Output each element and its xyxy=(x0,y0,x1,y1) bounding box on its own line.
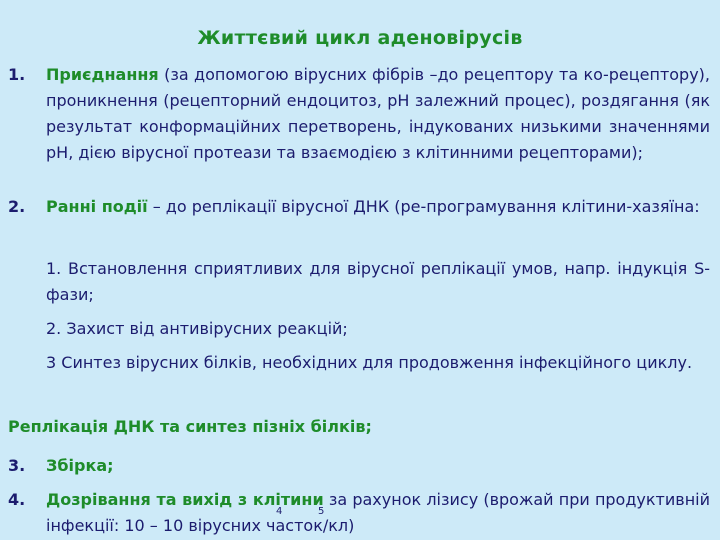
replication-line: Реплікація ДНК та синтез пізніх білків; xyxy=(8,417,372,436)
page-title: Життєвий цикл аденовірусів xyxy=(197,27,523,49)
item-4-paragraph xyxy=(46,487,710,539)
item-number: 3. xyxy=(8,456,26,475)
item-2-paragraph xyxy=(46,194,710,220)
item-3-heading: Збірка; xyxy=(46,456,114,475)
item-2-text: – до реплікації вірусної ДНК (ре-програмування клітини-хазяїна: xyxy=(147,197,700,216)
item-4-heading: Дозрівання та вихід з клітини xyxy=(46,490,324,509)
item-number: 2. xyxy=(8,197,26,216)
exponent-5: 5 xyxy=(318,506,325,517)
item-1-paragraph xyxy=(46,62,710,166)
item-4-text: за рахунок лізису (врожай при продуктивній інфекції: 10 – 10 вірусних часток/кл) xyxy=(46,490,710,535)
subitem-2: 2. Захист від антивірусних реакцій; xyxy=(46,319,348,338)
item-1-heading: Приєднання xyxy=(46,65,159,84)
exponent-4: 4 xyxy=(276,506,283,517)
subitem-1: 1. Встановлення сприятливих для вірусної реплікації умов, напр. індукція S-фази; xyxy=(46,259,710,304)
item-1-text: (за допомогою вірусних фібрів –до рецептору та ко-рецептору), проникнення (рецепторний ендоцитоз, рН залежний процес), роздягання (як результат конформаційних перетворень, індукованих низькими значеннями рН, дією вірусної протеази та взаємодією з клітинними рецепторами); xyxy=(46,65,710,162)
item-3-paragraph xyxy=(46,453,710,479)
item-number: 1. xyxy=(8,65,26,84)
item-number: 4. xyxy=(8,490,26,509)
subitem-3: 3 Синтез вірусних білків, необхідних для продовження інфекційного циклу. xyxy=(46,353,693,372)
item-2-heading: Ранні події xyxy=(46,197,148,216)
